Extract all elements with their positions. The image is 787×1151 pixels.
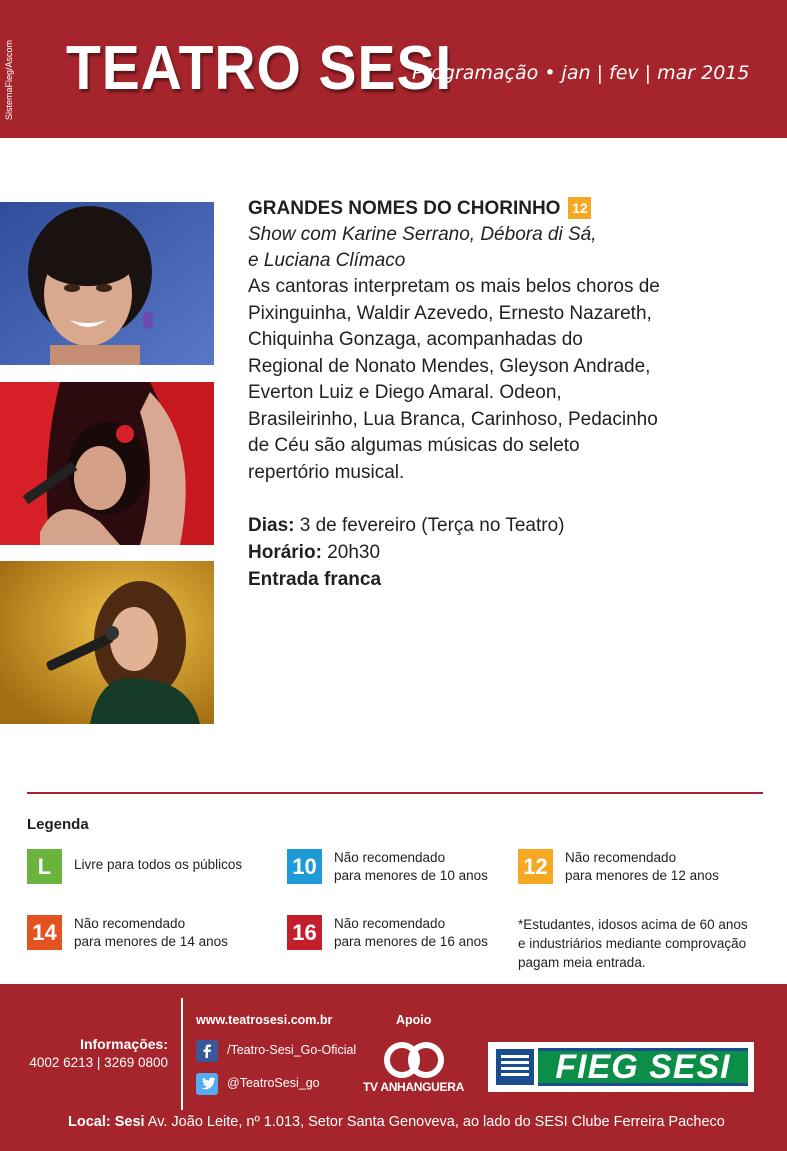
- discount-note: [518, 915, 748, 972]
- header-banner: [0, 0, 787, 138]
- event-subtitle-line-1: Show com Karine Serrano, Débora di Sá,: [248, 224, 597, 245]
- rating-badge-14: 14: [27, 915, 62, 950]
- twitter-icon: [196, 1073, 218, 1095]
- description-line: As cantoras interpretam os mais belos choros de: [248, 276, 660, 297]
- event-time: [248, 539, 718, 566]
- singer-photo-2: [0, 382, 214, 545]
- legend-item-text: [334, 915, 488, 951]
- legend-line-2: para menores de 12 anos: [565, 868, 719, 883]
- legend-title: Legenda: [27, 816, 89, 833]
- apoio-label: Apoio: [396, 1013, 432, 1027]
- description-line: Regional de Nonato Mendes, Gleyson Andrade,: [248, 355, 651, 377]
- singer-photo-3: [0, 561, 214, 724]
- event-entry: [248, 566, 718, 593]
- rating-badge-16: 16: [287, 915, 322, 950]
- singer-photo-1: [0, 202, 214, 365]
- legend-line-1: Livre para todos os públicos: [74, 857, 243, 872]
- rating-badge-12: 12: [518, 849, 553, 884]
- local-address: Av. João Leite, nº 1.013, Setor Santa Genoveva, ao lado do SESI Clube Ferreira Pacheco: [147, 1114, 725, 1130]
- legend-item-text: [334, 849, 488, 885]
- program-period: Programação • jan | fev | mar 2015: [412, 62, 750, 84]
- description-line: Brasileirinho, Lua Branca, Carinhoso, Pedacinho: [248, 408, 658, 430]
- event-title-text: GRANDES NOMES DO CHORINHO: [248, 198, 561, 219]
- note-line: *Estudantes, idosos acima de 60 anos: [518, 917, 748, 932]
- facebook-label: /Teatro-Sesi_Go-Oficial: [227, 1043, 357, 1057]
- website-link[interactable]: www.teatrosesi.com.br: [196, 1013, 333, 1027]
- fieg-emblem-icon: [496, 1049, 534, 1085]
- legend-item-text: [74, 915, 228, 951]
- side-credit-text: SistemaFieg/Ascom: [4, 39, 14, 120]
- rating-badge-10: 10: [287, 849, 322, 884]
- legend-divider: [27, 792, 763, 794]
- description-line: de Céu são algumas músicas do seleto: [248, 435, 580, 456]
- event-days: [248, 512, 718, 539]
- info-phone: 4002 6213 | 3269 0800: [29, 1055, 168, 1070]
- description-line: Pixinguinha, Waldir Azevedo, Ernesto Nazareth,: [248, 302, 652, 324]
- legend-item-text: [565, 849, 719, 885]
- legend-line-1: Não recomendado: [334, 916, 446, 931]
- entry-text: Entrada franca: [248, 569, 382, 590]
- twitter-label: @TeatroSesi_go: [227, 1076, 320, 1090]
- tv-anhanguera-logo-icon: [384, 1042, 444, 1078]
- legend-item-text: [74, 856, 242, 874]
- legend-line-2: para menores de 14 anos: [74, 934, 228, 949]
- rating-badge: 12: [568, 197, 591, 219]
- side-credit: [4, 20, 20, 120]
- fieg-sesi-wordmark: FIEG SESI: [538, 1048, 748, 1086]
- legend-line-1: Não recomendado: [565, 850, 677, 865]
- days-value: 3 de fevereiro (Terça no Teatro): [299, 515, 565, 536]
- time-label: Horário:: [248, 542, 322, 563]
- days-label: Dias:: [248, 515, 295, 536]
- legend-line-1: Não recomendado: [74, 916, 186, 931]
- event-description: [248, 274, 718, 486]
- legend-line-2: para menores de 16 anos: [334, 934, 488, 949]
- event-title: [248, 196, 718, 222]
- event-block: [248, 196, 718, 593]
- event-info: [248, 512, 718, 593]
- description-line: repertório musical.: [248, 461, 405, 483]
- facebook-icon: [196, 1040, 218, 1062]
- event-subtitle-line-2: e Luciana Clímaco: [248, 250, 406, 271]
- location: [68, 1114, 725, 1130]
- rating-badge-l: L: [27, 849, 62, 884]
- note-line: e industriários mediante comprovação: [518, 936, 747, 951]
- legend-line-2: para menores de 10 anos: [334, 868, 488, 883]
- note-line: pagam meia entrada.: [518, 955, 646, 970]
- footer-banner: [0, 984, 787, 1151]
- fieg-sesi-logo: [488, 1042, 754, 1092]
- legend-line-1: Não recomendado: [334, 850, 446, 865]
- time-value: 20h30: [327, 542, 381, 563]
- info-label: Informações:: [80, 1036, 168, 1052]
- description-line: Everton Luiz e Diego Amaral. Odeon,: [248, 382, 562, 403]
- description-line: Chiquinha Gonzaga, acompanhadas do: [248, 329, 583, 350]
- teatro-sesi-logo: TEATRO SESI: [66, 34, 453, 103]
- local-label: Local: Sesi: [68, 1114, 145, 1130]
- footer-divider: [181, 998, 183, 1110]
- tv-anhanguera-name: TV ANHANGUERA: [363, 1080, 464, 1094]
